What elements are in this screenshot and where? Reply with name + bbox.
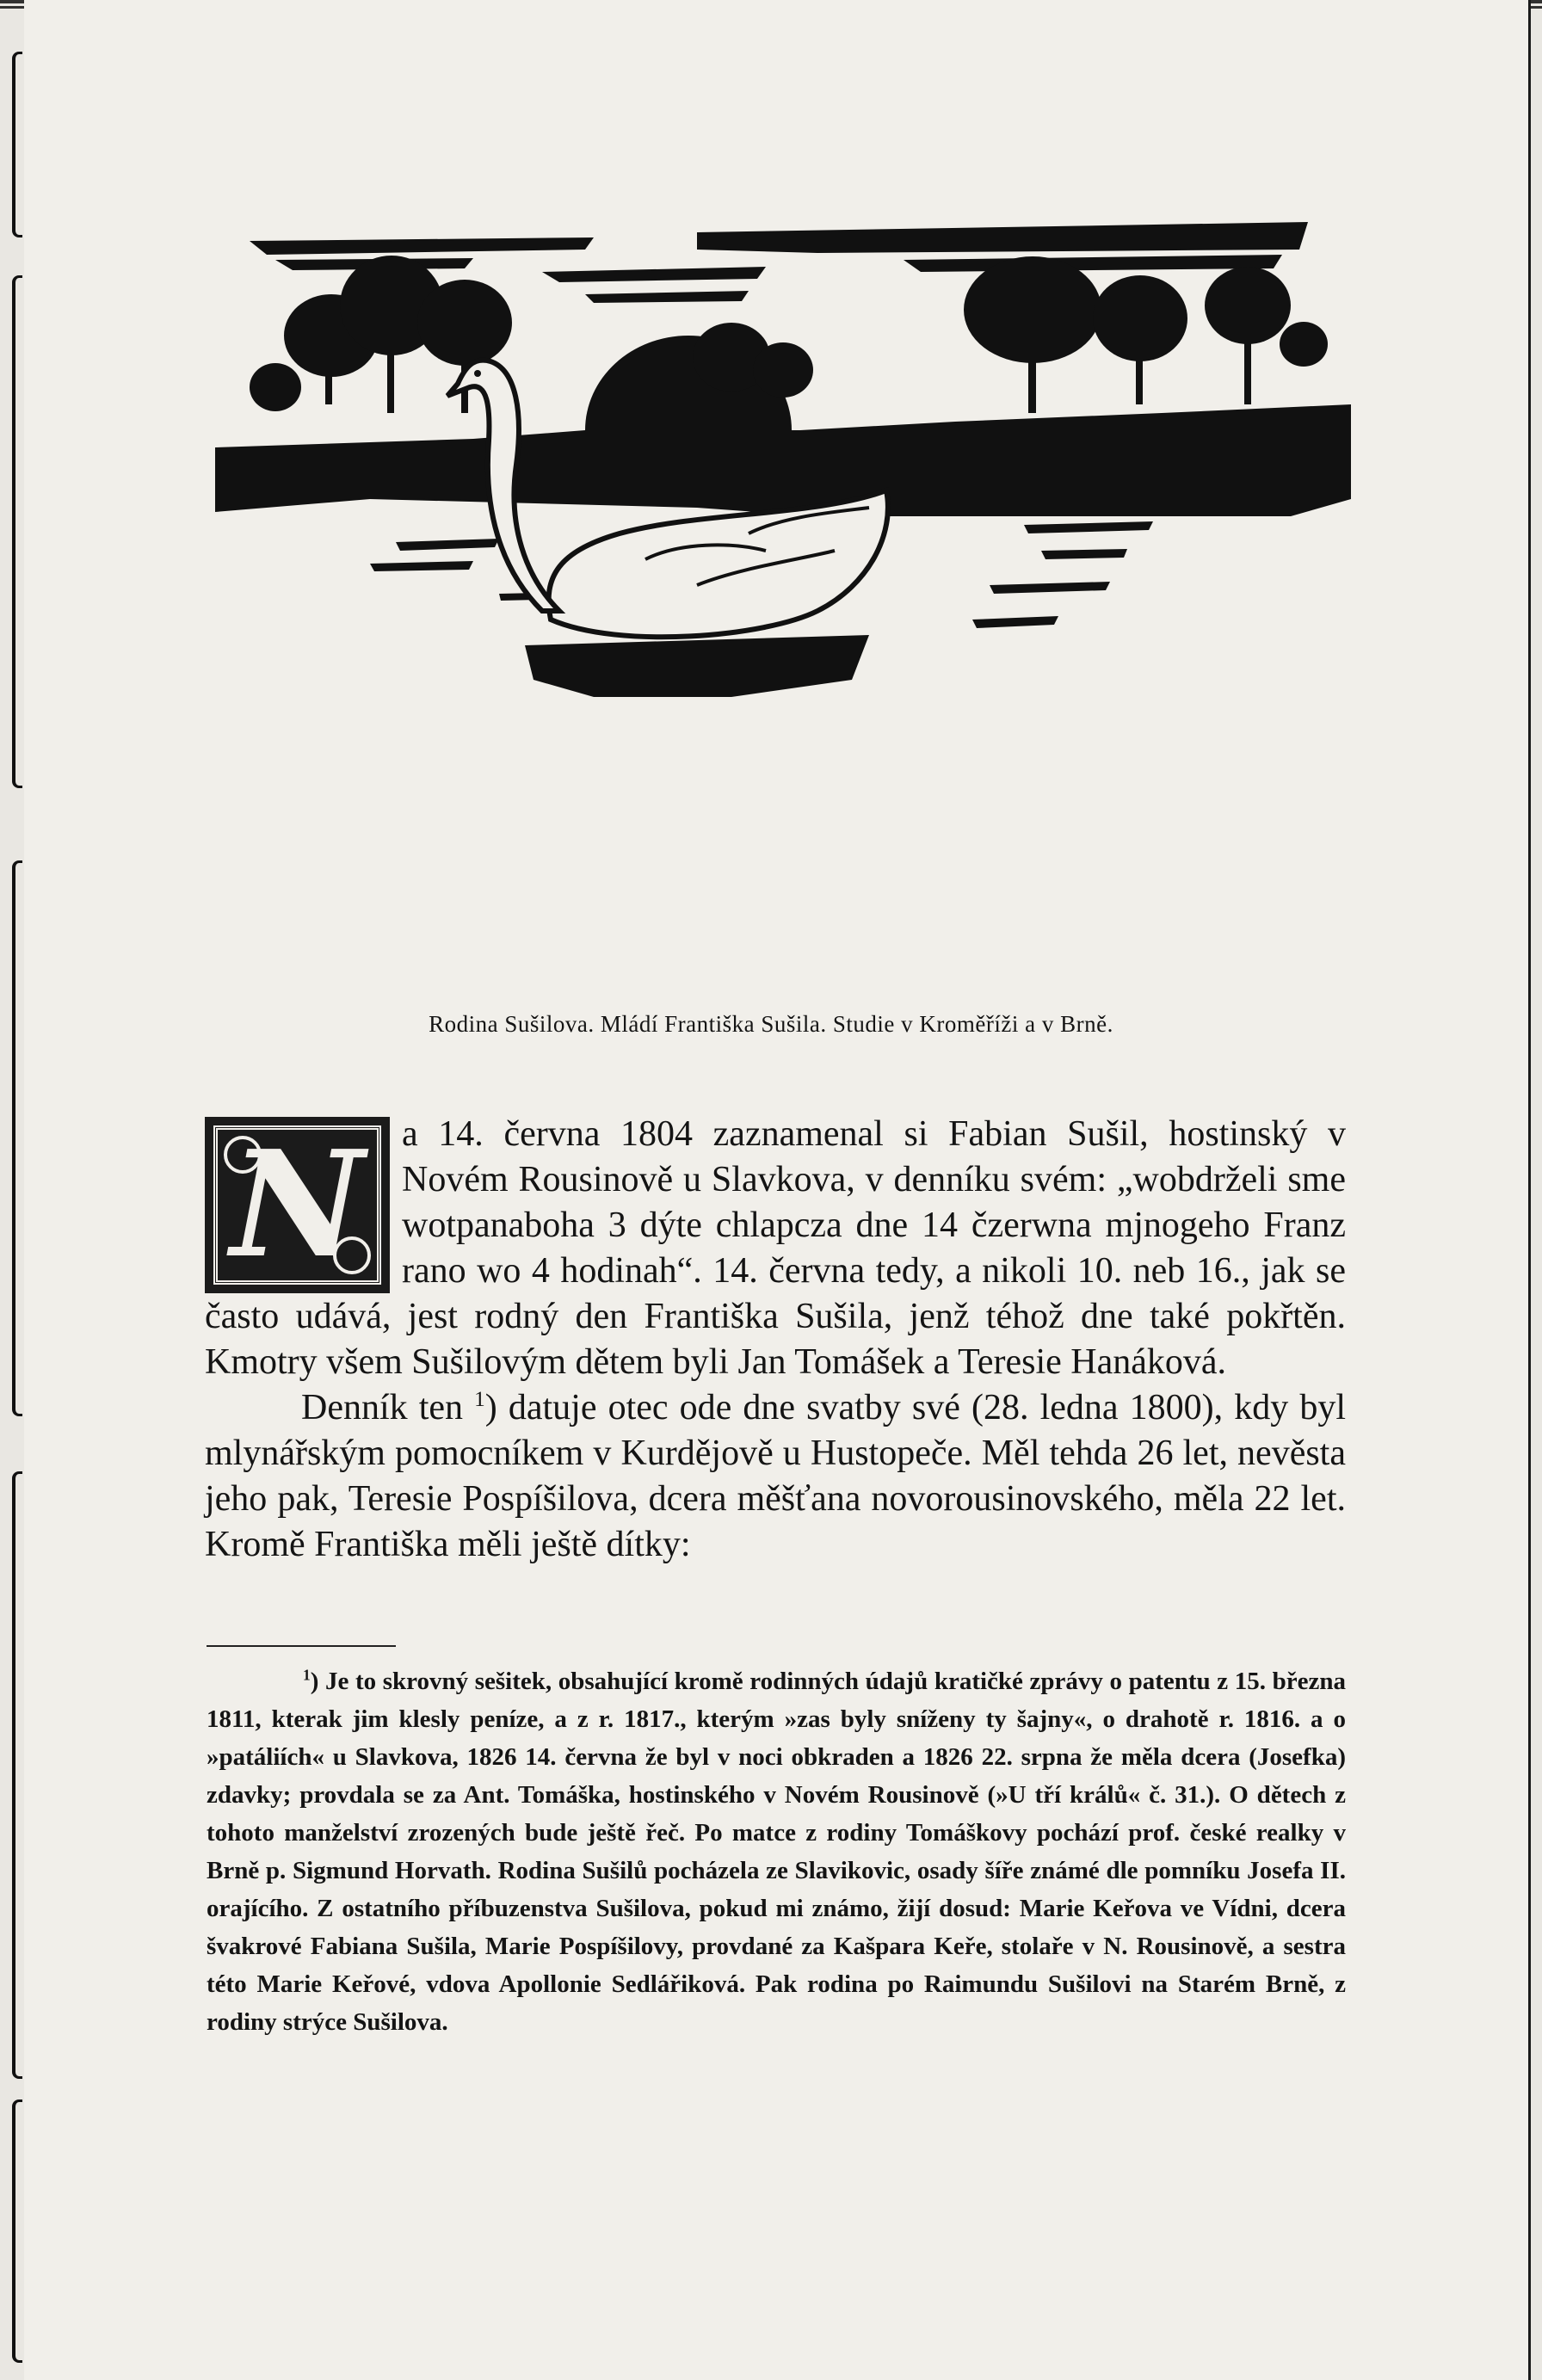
swan-lake-illustration — [215, 215, 1351, 740]
footnote-paragraph — [207, 1662, 1346, 2041]
drop-cap-letter: N — [230, 1119, 365, 1291]
binding-mark — [12, 52, 22, 237]
paragraph-continuation: ) datuje otec ode dne svatby své (28. ledna 1800), kdy byl mlynářským pomocníkem v Kurdějově u Hustopeče. Měl tehda 26 let, nevěsta jeho pak, Teresie Pospíšilova, dcera měšťana novorousinovského, měla 22 let. Kromě Františka měli ještě dítky: — [205, 1388, 1347, 1564]
decorated-initial — [205, 1117, 390, 1293]
binding-mark — [12, 860, 22, 1416]
binding-mark — [12, 1471, 22, 2079]
binding-mark — [12, 275, 22, 788]
paragraph — [205, 1385, 1346, 1568]
body-text — [205, 1112, 1346, 1568]
binding-mark — [12, 2099, 22, 2363]
chapter-caption: Rodina Sušilova. Mládí Františka Sušila. Studie v Kroměříži a v Brně. — [429, 1011, 1113, 1037]
paragraph-start: Denník ten — [301, 1388, 464, 1427]
footnote-text: ) Je to skrovný sešitek, obsahující kromě rodinných údajů kratičké zprávy o patentu z 15. března 1811, kterak jim klesly peníze, a z r. 1817., kterým »zas byly sníženy ty šajny«, o drahotě r. 1816. a o »patáliích« u Slavkova, 1826 14. června že byl v noci obkraden a 1826 22. srpna že měla dcera (Josefka) zdavky; provdala se za Ant. Tomáška, hostinského v Novém Rousinově (»U tří králů« č. 31.). O dětech z tohoto manželství zrozených bude ještě řeč. Po matce z rodiny Tomáškovy pochází prof. české realky v Brně p. Sigmund Horvath. Rodina Sušilů pocházela ze Slavikovic, osady šíře známé dle pomníku Josefa II. orajícího. Z ostatního příbuzenstva Sušilova, pokud mi známo, žijí dosud: Marie Keřova ve Vídni, dcera švakrové Fabiana Sušila, Marie Pospíšilovy, provdané za Kašpara Keře, stolaře v N. Rousinově, a sestra této Marie Keřové, vdova Apollonie Sedlářiková. Pak rodina po Raimundu Sušilovi na Starém Brně, z rodiny strýce Sušilova. — [207, 1668, 1346, 2036]
footnote — [207, 1662, 1346, 2041]
footnote-reference[interactable]: 1 — [474, 1388, 485, 1411]
footnote-divider — [207, 1645, 396, 1647]
footnote-number: 1 — [303, 1666, 311, 1684]
paragraph: a 14. června 1804 zaznamenal si Fabian Sušil, hostinský v Novém Rousinově u Slavkova, v denníku svém: „wobdrželi sme wotpanaboha 3 dýte chlapcza dne 14 čzerwna mjnogeho Franz rano wo 4 hodinah“. 14. června tedy, a nikoli 10. neb 16., jak se často udává, jest rodný den Františka Sušila, jenž téhož dne také pokřtěn. Kmotry všem Sušilovým dětem byli Jan Tomášek a Teresie Hanáková. — [205, 1114, 1346, 1382]
